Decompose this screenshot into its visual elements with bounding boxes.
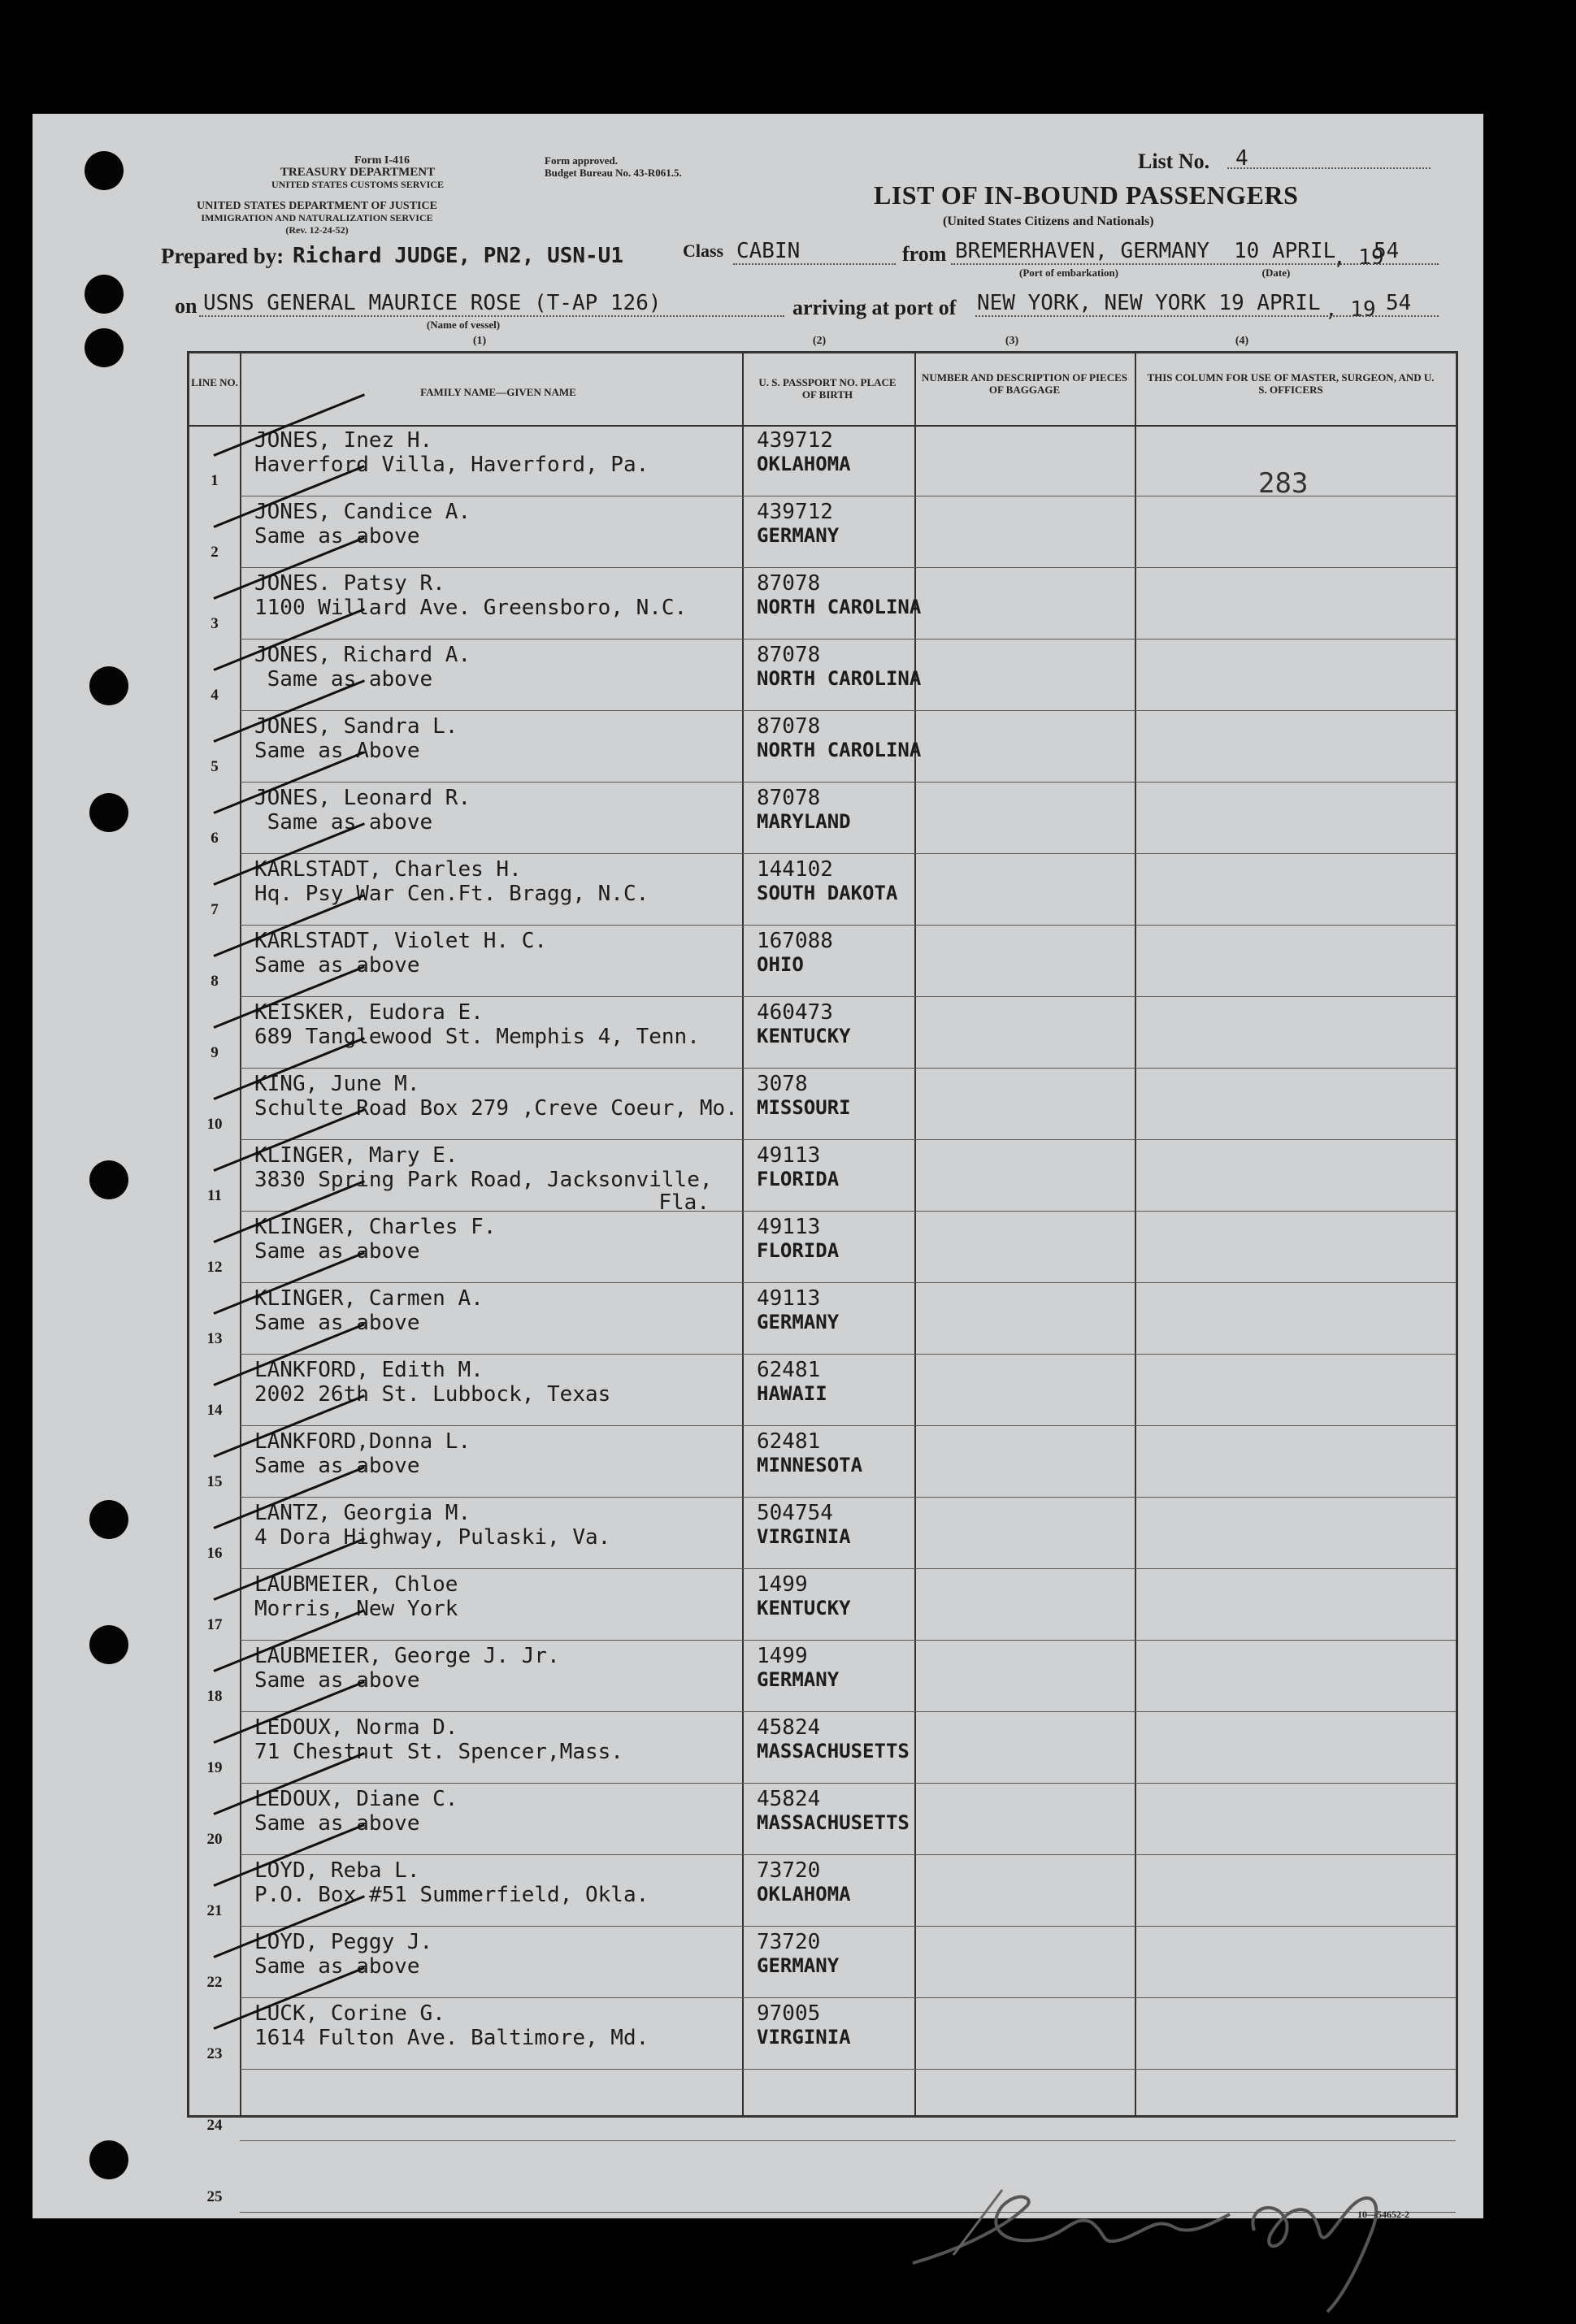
place-of-birth: VIRGINIA [757, 1525, 851, 1548]
passenger-address: Same as above [254, 667, 433, 692]
place-of-birth: GERMANY [757, 1668, 840, 1691]
passenger-name: KLINGER, Mary E. [254, 1143, 458, 1168]
passport-number: 167088 [757, 929, 833, 953]
binder-hole [85, 151, 124, 190]
table-row [189, 1355, 1456, 1426]
binder-hole [89, 1160, 128, 1199]
passenger-name: JONES, Candice A. [254, 500, 471, 524]
place-of-birth: NORTH CAROLINA [757, 739, 922, 761]
list-number: 4 [1235, 146, 1248, 171]
passenger-address: Same as above [254, 953, 420, 978]
annotation-283: 283 [1258, 467, 1309, 500]
table-row [189, 1498, 1456, 1569]
passenger-table [187, 351, 1458, 2205]
passenger-address: 2002 26th St. Lubbock, Texas [254, 1382, 611, 1407]
from-year-prefix: , 19 [1333, 245, 1384, 270]
place-of-birth: SOUTH DAKOTA [757, 882, 898, 904]
place-of-birth: GERMANY [757, 1954, 840, 1977]
header-passport: U. S. PASSPORT NO. PLACE OF BIRTH [758, 376, 897, 401]
passenger-address: Morris, New York [254, 1597, 458, 1621]
passport-number: 87078 [757, 714, 821, 739]
passenger-address: 689 Tanglewood St. Memphis 4, Tenn. [254, 1025, 700, 1049]
from-date: 10 APRIL [1234, 239, 1336, 263]
passport-number: 49113 [757, 1215, 821, 1239]
ins: IMMIGRATION AND NATURALIZATION SERVICE [201, 212, 433, 223]
line-number: 18 [206, 1688, 223, 1705]
binder-hole [89, 793, 128, 832]
passport-number: 1499 [757, 1572, 808, 1597]
form-number: Form I-416 [354, 154, 410, 167]
passenger-name: LEDOUX, Diane C. [254, 1787, 458, 1811]
passport-number: 97005 [757, 2001, 821, 2026]
header-line-no: LINE NO. [191, 376, 238, 388]
passport-number: 439712 [757, 500, 833, 524]
passenger-address: Same as above [254, 524, 420, 548]
passport-number: 73720 [757, 1858, 821, 1883]
passenger-name: LOYD, Peggy J. [254, 1930, 433, 1954]
place-of-birth: OKLAHOMA [757, 1883, 851, 1906]
from-year: 54 [1374, 239, 1400, 263]
from-label: from [902, 242, 947, 266]
passenger-name: LOYD, Reba L. [254, 1858, 420, 1883]
justice-department: UNITED STATES DEPARTMENT OF JUSTICE [197, 200, 437, 212]
place-of-birth: HAWAII [757, 1382, 827, 1405]
place-of-birth: MINNESOTA [757, 1454, 863, 1476]
passenger-address: Same as above [254, 1239, 420, 1264]
passenger-name: JONES, Sandra L. [254, 714, 458, 739]
table-row [189, 1712, 1456, 1784]
line-number: 16 [206, 1545, 223, 1562]
passenger-address: Hq. Psy War Cen.Ft. Bragg, N.C. [254, 882, 649, 906]
passenger-name: KARLSTADT, Violet H. C. [254, 929, 548, 953]
table-row [189, 1998, 1456, 2070]
table-row [189, 1140, 1456, 1215]
manifest-page [33, 114, 1483, 2218]
col-num-1: (1) [472, 335, 487, 347]
footer-code: 10—54652-2 [1357, 2209, 1409, 2220]
passport-number: 87078 [757, 786, 821, 810]
table-row [189, 496, 1456, 568]
line-number: 10 [206, 1116, 223, 1133]
passport-number: 45824 [757, 1787, 821, 1811]
arrival-port-date: NEW YORK, NEW YORK 19 APRIL [977, 291, 1321, 315]
binder-hole [89, 1500, 128, 1539]
passport-number: 73720 [757, 1930, 821, 1954]
line-number: 9 [211, 1044, 219, 1061]
port-embarkation-caption: (Port of embarkation) [1018, 267, 1119, 279]
passport-number: 1499 [757, 1644, 808, 1668]
table-row [189, 1784, 1456, 1855]
prepared-by: Richard JUDGE, PN2, USN-U1 [293, 244, 623, 268]
passport-number: 504754 [757, 1501, 833, 1525]
passport-number: 62481 [757, 1429, 821, 1454]
passenger-name: KEISKER, Eudora E. [254, 1000, 484, 1025]
line-number: 6 [211, 830, 219, 847]
arrival-year: 54 [1386, 291, 1412, 315]
line-number: 23 [206, 2045, 223, 2062]
passenger-address: 4 Dora Highway, Pulaski, Va. [254, 1525, 611, 1550]
passport-number: 87078 [757, 643, 821, 667]
table-row [189, 997, 1456, 1069]
passenger-address: 1614 Fulton Ave. Baltimore, Md. [254, 2026, 649, 2050]
passenger-name: JONES. Patsy R. [254, 571, 445, 596]
place-of-birth: NORTH CAROLINA [757, 667, 922, 690]
table-row [189, 1212, 1456, 1283]
passenger-address: Same as above [254, 1454, 420, 1478]
line-number: 21 [206, 1902, 223, 1919]
line-number: 1 [211, 472, 219, 489]
binder-hole [89, 2140, 128, 2179]
passenger-address: 3830 Spring Park Road, Jacksonville, [254, 1168, 713, 1192]
table-row [189, 711, 1456, 783]
line-number: 20 [206, 1831, 223, 1848]
passenger-address: P.O. Box #51 Summerfield, Okla. [254, 1883, 649, 1907]
passenger-name: KARLSTADT, Charles H. [254, 857, 522, 882]
passenger-address: 1100 Willard Ave. Greensboro, N.C. [254, 596, 688, 620]
binder-hole [85, 328, 124, 367]
passport-number: 144102 [757, 857, 833, 882]
line-number: 11 [207, 1187, 222, 1204]
place-of-birth: NORTH CAROLINA [757, 596, 922, 618]
line-number: 25 [206, 2188, 223, 2205]
place-of-birth: KENTUCKY [757, 1597, 851, 1619]
header-baggage: NUMBER AND DESCRIPTION OF PIECES OF BAGGAGE [921, 371, 1128, 396]
customs-service: UNITED STATES CUSTOMS SERVICE [271, 179, 444, 190]
binder-hole [89, 666, 128, 705]
line-number: 8 [211, 973, 219, 990]
col-num-4: (4) [1235, 335, 1249, 347]
revision: (Rev. 12-24-52) [285, 224, 349, 236]
passenger-name: LEDOUX, Norma D. [254, 1715, 458, 1740]
passenger-address: Same as above [254, 1954, 420, 1979]
passport-number: 49113 [757, 1286, 821, 1311]
place-of-birth: MASSACHUSETTS [757, 1811, 910, 1834]
place-of-birth: FLORIDA [757, 1168, 840, 1190]
passenger-address: Same as above [254, 1311, 420, 1335]
page-title: LIST OF IN-BOUND PASSENGERS [874, 180, 1299, 210]
list-label: List No. [1138, 150, 1210, 173]
place-of-birth: MASSACHUSETTS [757, 1740, 910, 1763]
place-of-birth: VIRGINIA [757, 2026, 851, 2049]
passenger-name: LUCK, Corine G. [254, 2001, 445, 2026]
table-row [189, 1855, 1456, 1927]
passenger-address: Haverford Villa, Haverford, Pa. [254, 453, 649, 477]
passport-number: 460473 [757, 1000, 833, 1025]
vessel-caption: (Name of vessel) [426, 319, 501, 331]
place-of-birth: KENTUCKY [757, 1025, 851, 1047]
line-number: 2 [211, 544, 219, 561]
line-number: 13 [206, 1330, 223, 1347]
table-row [189, 640, 1456, 711]
place-of-birth: MARYLAND [757, 810, 851, 833]
col-num-3: (3) [1005, 335, 1019, 347]
line-number: 17 [206, 1616, 223, 1633]
place-of-birth: FLORIDA [757, 1239, 840, 1262]
table-row [189, 1069, 1456, 1140]
passport-number: 3078 [757, 1072, 808, 1096]
table-row [189, 926, 1456, 997]
passenger-name: KLINGER, Charles F. [254, 1215, 497, 1239]
table-row [189, 783, 1456, 854]
line-number: 5 [211, 758, 219, 775]
line-number: 22 [206, 1974, 223, 1991]
passenger-name: LANKFORD, Edith M. [254, 1358, 484, 1382]
on-label: on [175, 294, 198, 318]
binder-hole [89, 1625, 128, 1664]
place-of-birth: MISSOURI [757, 1096, 851, 1119]
line-number: 4 [211, 687, 219, 704]
passport-number: 439712 [757, 428, 833, 453]
class-label: Class [683, 241, 724, 261]
from-port: BREMERHAVEN, GERMANY [955, 239, 1210, 263]
table-row [189, 1569, 1456, 1641]
table-row [189, 854, 1456, 926]
passenger-name: KLINGER, Carmen A. [254, 1286, 484, 1311]
line-number: 15 [206, 1473, 223, 1490]
class-value: CABIN [736, 239, 801, 263]
place-of-birth: OHIO [757, 953, 804, 976]
table-row [189, 1426, 1456, 1498]
passenger-name: JONES, Richard A. [254, 643, 471, 667]
signature-scribble [905, 2157, 1425, 2320]
passenger-address: Same as above [254, 1668, 420, 1693]
table-row [189, 1927, 1456, 1998]
treasury-department: TREASURY DEPARTMENT [280, 166, 436, 179]
arriving-label: arriving at port of [792, 296, 957, 319]
passport-number: 45824 [757, 1715, 821, 1740]
line-number: 24 [206, 2117, 223, 2134]
passenger-name: LAUBMEIER, Chloe [254, 1572, 458, 1597]
passenger-name: KING, June M. [254, 1072, 420, 1096]
passport-number: 87078 [757, 571, 821, 596]
vessel-name: USNS GENERAL MAURICE ROSE (T-AP 126) [203, 291, 662, 315]
line-number: 14 [206, 1402, 223, 1419]
passenger-name: LANTZ, Georgia M. [254, 1501, 471, 1525]
passenger-name: JONES, Inez H. [254, 428, 433, 453]
passenger-name: JONES, Leonard R. [254, 786, 471, 810]
passport-number: 62481 [757, 1358, 821, 1382]
passenger-address: Schulte Road Box 279 ,Creve Coeur, Mo. [254, 1096, 738, 1121]
table-row [189, 1641, 1456, 1712]
page-subtitle: (United States Citizens and Nationals) [943, 215, 1154, 228]
table-row [189, 1283, 1456, 1355]
table-row [189, 568, 1456, 640]
line-number: 3 [211, 615, 219, 632]
form-approved: Form approved. [545, 154, 619, 167]
header-name: FAMILY NAME—GIVEN NAME [420, 386, 576, 398]
line-number: 12 [206, 1259, 223, 1276]
passenger-address: Same as above [254, 810, 433, 835]
col-num-2: (2) [812, 335, 827, 347]
budget-bureau: Budget Bureau No. 43-R061.5. [545, 167, 682, 179]
passenger-address: Same as above [254, 1811, 420, 1836]
prepared-label: Prepared by: [161, 244, 284, 268]
passenger-name: LANKFORD,Donna L. [254, 1429, 471, 1454]
passenger-address: Same as Above [254, 739, 420, 763]
line-number: 7 [211, 901, 219, 918]
place-of-birth: GERMANY [757, 524, 840, 547]
passenger-address: 71 Chestnut St. Spencer,Mass. [254, 1740, 623, 1764]
passport-number: 49113 [757, 1143, 821, 1168]
passenger-address-continued: Fla. [658, 1190, 710, 1215]
date-caption: (Date) [1261, 267, 1291, 279]
table-row [189, 2070, 1456, 2141]
place-of-birth: OKLAHOMA [757, 453, 851, 475]
place-of-birth: GERMANY [757, 1311, 840, 1333]
binder-hole [85, 275, 124, 314]
line-number: 19 [206, 1759, 223, 1776]
passenger-name: LAUBMEIER, George J. Jr. [254, 1644, 560, 1668]
header-officers: THIS COLUMN FOR USE OF MASTER, SURGEON, AND U. S. OFFICERS [1147, 371, 1435, 396]
arrival-year-prefix: , 19 [1325, 297, 1376, 322]
